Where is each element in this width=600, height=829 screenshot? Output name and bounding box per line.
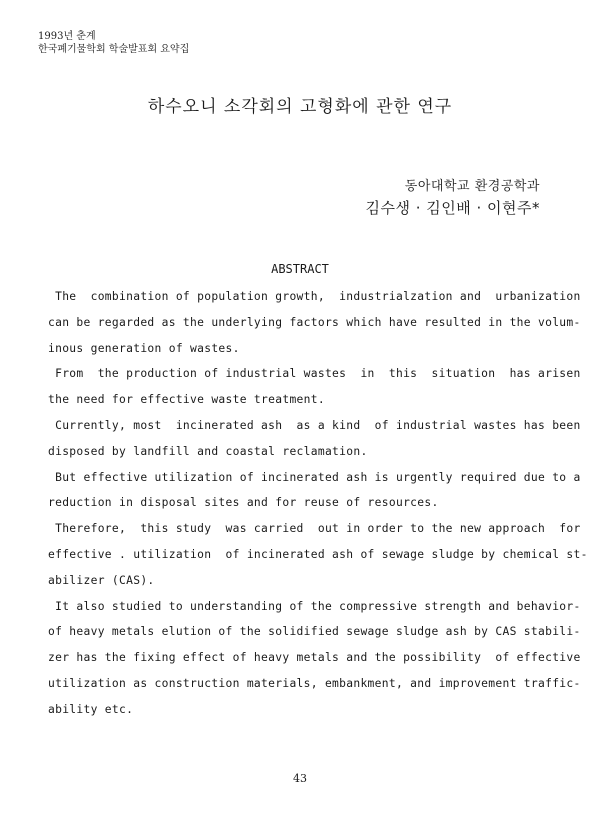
abstract-line: But effective utilization of incinerated ash is urgently required due to a xyxy=(48,470,581,484)
author-names: 김수생 · 김인배 · 이현주* xyxy=(365,199,540,217)
paper-title: 하수오니 소각회의 고형화에 관한 연구 xyxy=(147,97,453,117)
abstract-line: The combination of population growth, industrialzation and urbanization xyxy=(48,290,581,303)
abstract-heading: ABSTRACT xyxy=(271,262,329,276)
abstract-line: can be regarded as the underlying factors which have resulted in the volum- xyxy=(48,315,581,329)
conference-header xyxy=(38,30,189,56)
abstract-line: ability etc. xyxy=(48,702,134,716)
abstract-line: abilizer (CAS). xyxy=(48,573,155,587)
abstract-line: disposed by landfill and coastal reclamation. xyxy=(48,444,368,458)
abstract-line: utilization as construction materials, embankment, and improvement traffic- xyxy=(48,676,581,690)
header-proceedings: 한국폐기물학회 학술발표회 요약집 xyxy=(38,44,190,55)
abstract-line: reduction in disposal sites and for reuse of resources. xyxy=(48,496,439,510)
abstract-line: inous generation of wastes. xyxy=(48,341,240,355)
abstract-line: the need for effective waste treatment. xyxy=(48,393,325,407)
page-number: 43 xyxy=(293,772,307,785)
abstract-line: From the production of industrial wastes in this situation has arisen xyxy=(48,367,581,381)
abstract-line: It also studied to understanding of the compressive strength and behavior- xyxy=(48,599,581,613)
header-season: 1993년 춘계 xyxy=(38,31,96,42)
abstract-body xyxy=(48,284,588,723)
abstract-line: zer has the fixing effect of heavy metals and the possibility of effective xyxy=(48,651,581,665)
author-affiliation: 동아대학교 환경공학과 xyxy=(404,179,540,194)
abstract-line: Currently, most incinerated ash as a kind of industrial wastes has been xyxy=(48,418,581,432)
abstract-line: of heavy metals elution of the solidified sewage sludge ash by CAS stabili- xyxy=(48,625,581,639)
abstract-line: effective . utilization of incinerated ash of sewage sludge by chemical st- xyxy=(48,547,588,561)
abstract-line: Therefore, this study was carried out in order to the new approach for xyxy=(48,522,581,536)
